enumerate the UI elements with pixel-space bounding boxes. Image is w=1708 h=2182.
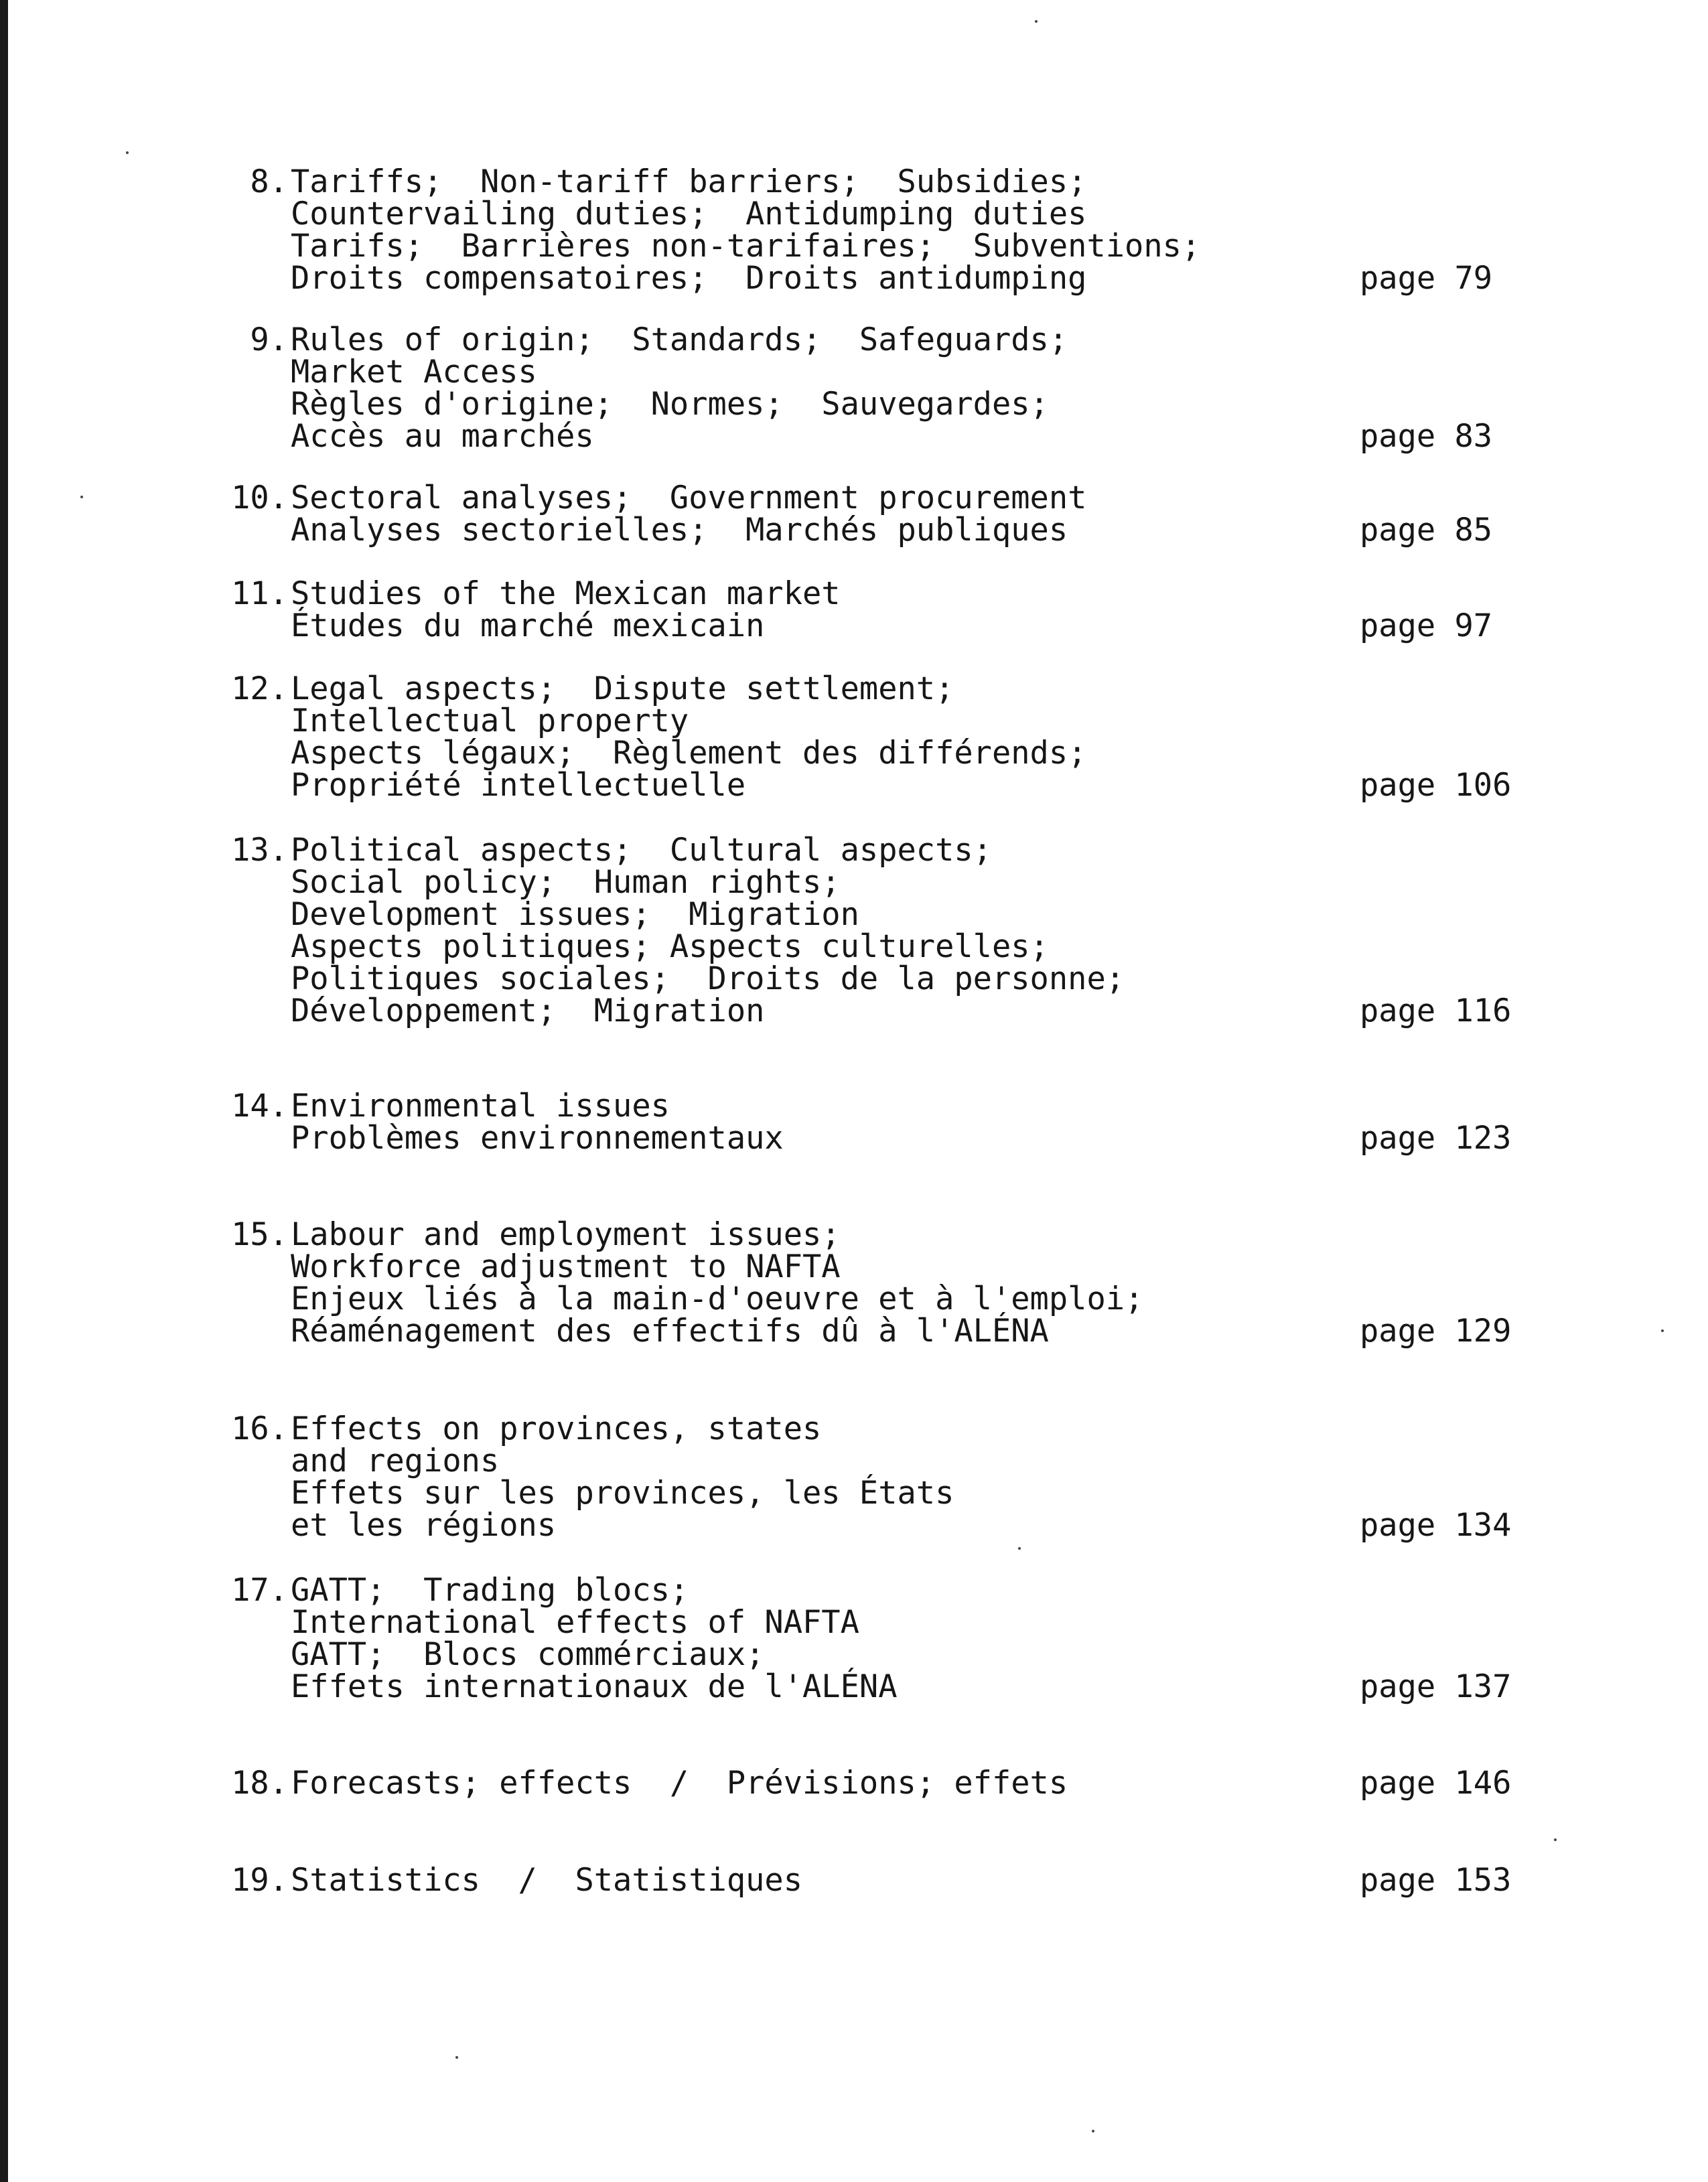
scan-speck	[1661, 1329, 1664, 1332]
entry-title-line: Effets sur les provinces, les États	[291, 1475, 954, 1512]
page-reference: page 79	[1360, 260, 1493, 297]
table-of-contents	[201, 0, 1541, 2182]
entry-number: 17.	[231, 1572, 288, 1609]
entry-title-line: Development issues; Migration	[291, 896, 859, 933]
scan-edge	[0, 0, 8, 2182]
entry-title-line: Countervailing duties; Antidumping duties	[291, 196, 1087, 232]
entry-title-line: Political aspects; Cultural aspects;	[291, 832, 992, 869]
page-reference: page 106	[1360, 767, 1512, 804]
entry-number: 15.	[231, 1216, 288, 1253]
entry-title-line: Workforce adjustment to NAFTA	[291, 1248, 841, 1285]
entry-title-line: Règles d'origine; Normes; Sauvegardes;	[291, 386, 1049, 423]
entry-title-line: Labour and employment issues;	[291, 1216, 841, 1253]
entry-number: 12.	[231, 670, 288, 707]
entry-title-line: Legal aspects; Dispute settlement;	[291, 670, 954, 707]
page-reference: page 85	[1360, 512, 1493, 549]
entry-number: 14.	[231, 1088, 288, 1124]
entry-title-line: Effets internationaux de l'ALÉNA	[291, 1668, 898, 1705]
page-reference: page 129	[1360, 1313, 1512, 1350]
page-reference: page 97	[1360, 607, 1493, 644]
scan-speck	[1554, 1838, 1557, 1841]
entry-title-line: Accès au marchés	[291, 418, 594, 455]
entry-title-line: Tariffs; Non-tariff barriers; Subsidies;	[291, 163, 1087, 200]
entry-title-line: Statistics / Statistiques	[291, 1862, 803, 1899]
entry-title-line: Réaménagement des effectifs dû à l'ALÉNA	[291, 1313, 1049, 1350]
entry-title-line: Effects on provinces, states	[291, 1410, 822, 1447]
entry-title-line: International effects of NAFTA	[291, 1604, 859, 1641]
entry-title-line: et les régions	[291, 1507, 557, 1544]
entry-titles	[291, 1572, 1429, 1705]
page-reference: page 123	[1360, 1120, 1512, 1157]
entry-number: 16.	[231, 1410, 288, 1447]
entry-title-line: Studies of the Mexican market	[291, 575, 841, 612]
entry-title-line: GATT; Blocs commérciaux;	[291, 1636, 765, 1673]
entry-title-line: Market Access	[291, 354, 537, 390]
entry-title-line: Intellectual property	[291, 703, 689, 739]
entry-title-line: Analyses sectorielles; Marchés publiques	[291, 512, 1068, 549]
entry-number: 9.	[250, 321, 288, 358]
entry-title-line: Rules of origin; Standards; Safeguards;	[291, 321, 1068, 358]
entry-title-line: Aspects politiques; Aspects culturelles;	[291, 928, 1049, 965]
entry-title-line: Politiques sociales; Droits de la personne;	[291, 960, 1125, 997]
entry-number: 13.	[231, 832, 288, 869]
entry-title-line: Environmental issues	[291, 1088, 670, 1124]
scan-speck	[80, 496, 83, 498]
entry-number: 18.	[231, 1765, 288, 1802]
page-reference: page 83	[1360, 418, 1493, 455]
entry-number: 19.	[231, 1862, 288, 1899]
entry-title-line: Social policy; Human rights;	[291, 864, 841, 901]
page-reference: page 116	[1360, 993, 1512, 1029]
scan-speck	[126, 151, 129, 154]
entry-title-line: and regions	[291, 1443, 500, 1479]
page-reference: page 146	[1360, 1765, 1512, 1802]
entry-title-line: Tarifs; Barrières non-tarifaires; Subventions;	[291, 228, 1201, 265]
entry-number: 8.	[250, 163, 288, 200]
entry-title-line: Études du marché mexicain	[291, 607, 765, 644]
entry-title-line: Propriété intellectuelle	[291, 767, 746, 804]
entry-titles	[291, 1767, 1429, 1800]
entry-title-line: Problèmes environnementaux	[291, 1120, 784, 1157]
entry-titles	[291, 1410, 1429, 1544]
entry-titles	[291, 834, 1429, 1027]
page-reference: page 134	[1360, 1507, 1512, 1544]
entry-title-line: Aspects légaux; Règlement des différends;	[291, 735, 1087, 772]
entry-title-line: Développement; Migration	[291, 993, 765, 1029]
page-reference: page 153	[1360, 1862, 1512, 1899]
entry-titles	[291, 482, 1429, 547]
entry-titles	[291, 1862, 1429, 1899]
entry-titles	[291, 670, 1429, 804]
entry-number: 11.	[231, 575, 288, 612]
entry-title-line: GATT; Trading blocs;	[291, 1572, 689, 1609]
entry-titles	[291, 1090, 1429, 1155]
entry-title-line: Forecasts; effects / Prévisions; effets	[291, 1765, 1068, 1802]
page-reference: page 137	[1360, 1668, 1512, 1705]
entry-titles	[291, 1216, 1429, 1350]
entry-number: 10.	[231, 480, 288, 516]
entry-title-line: Enjeux liés à la main-d'oeuvre et à l'emploi;	[291, 1281, 1144, 1317]
entry-title-line: Droits compensatoires; Droits antidumping	[291, 260, 1087, 297]
entry-title-line: Sectoral analyses; Government procurement	[291, 480, 1087, 516]
